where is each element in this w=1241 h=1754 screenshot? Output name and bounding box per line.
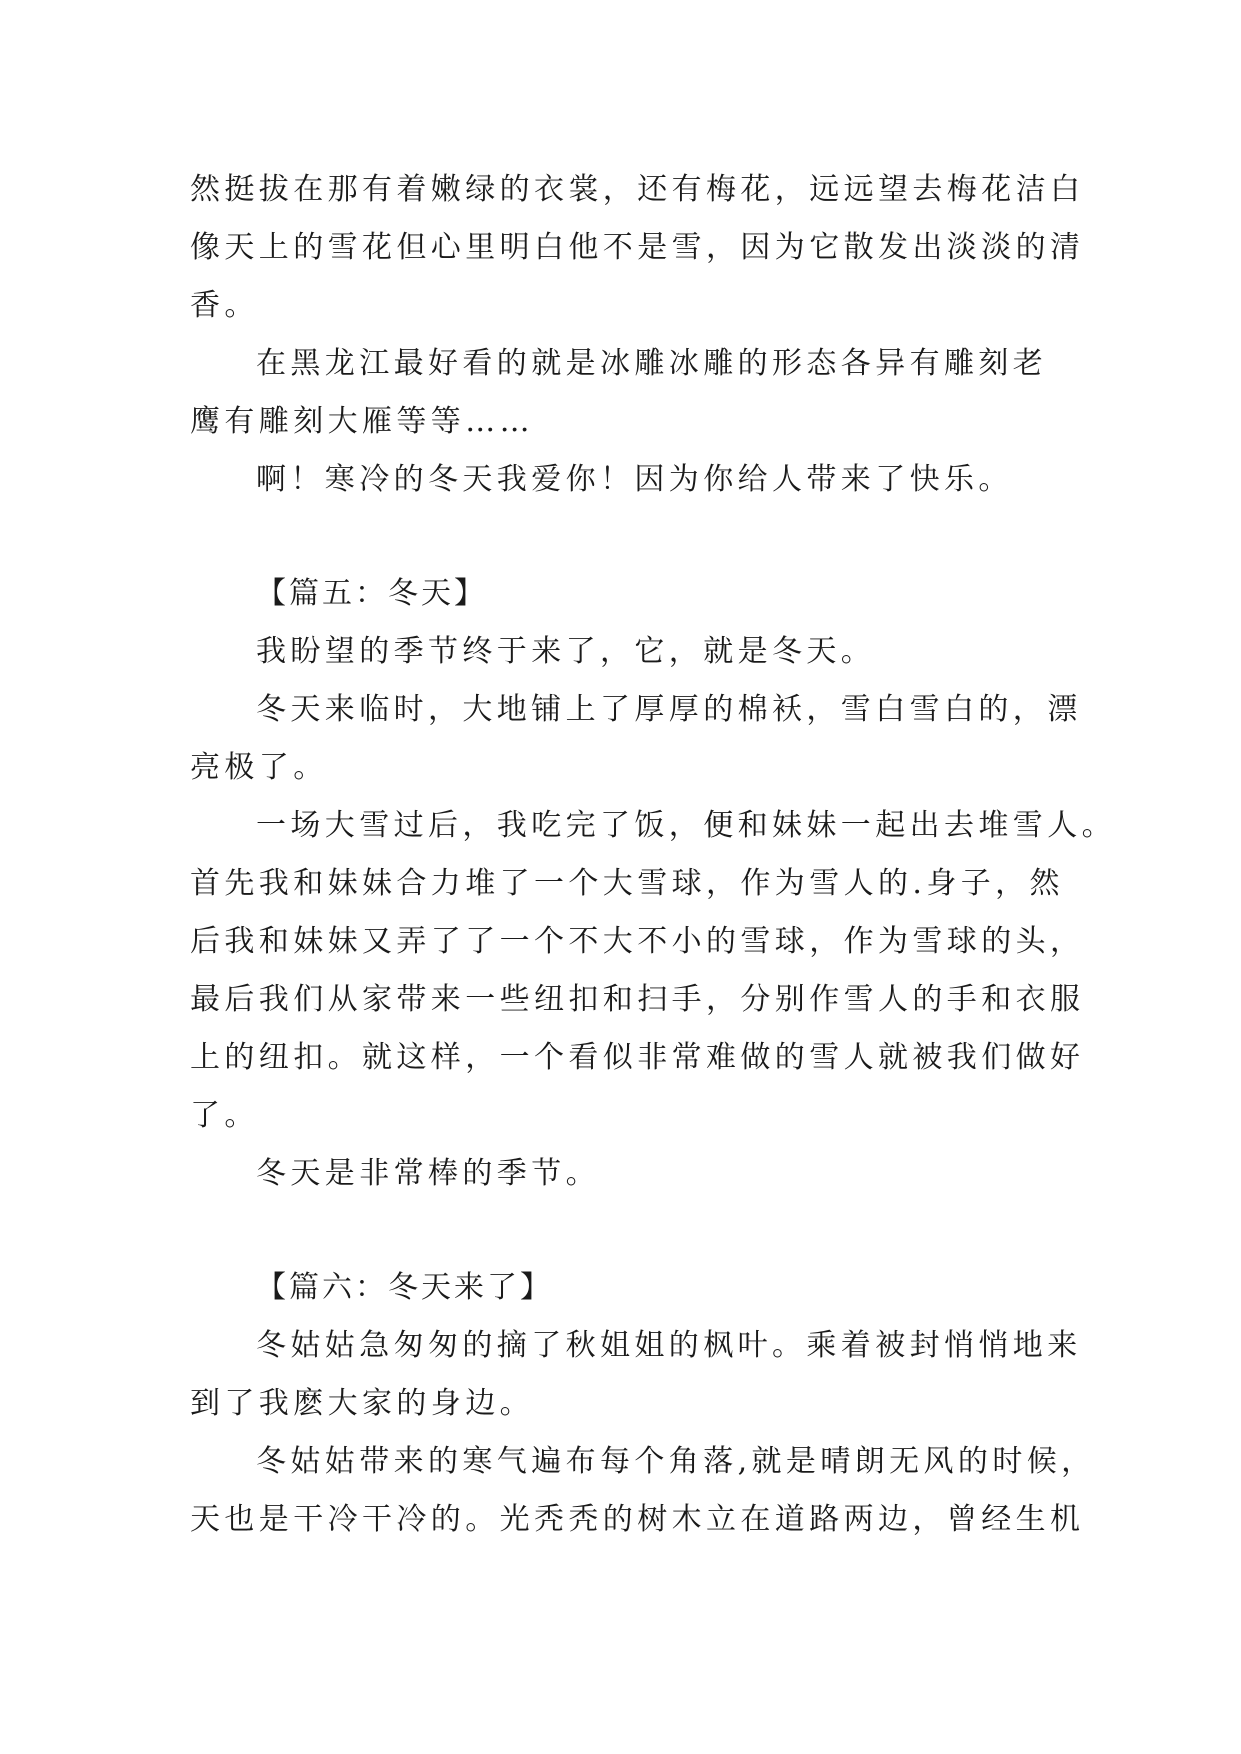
text-line: 最后我们从家带来一些纽扣和扫手，分别作雪人的手和衣服 xyxy=(190,982,1085,1017)
text-line: 啊！寒冷的冬天我爱你！因为你给人带来了快乐。 xyxy=(256,462,1013,497)
text-line: 香。 xyxy=(190,288,259,323)
text-line: 冬天是非常棒的季节。 xyxy=(256,1156,600,1191)
text-line: 首先我和妹妹合力堆了一个大雪球，作为雪人的.身子，然 xyxy=(190,866,1064,901)
section-heading: 【篇五：冬天】 xyxy=(256,576,487,611)
text-line: 冬姑姑急匆匆的摘了秋姐姐的枫叶。乘着被封悄悄地来 xyxy=(256,1328,1082,1363)
text-line: 到了我麽大家的身边。 xyxy=(190,1386,534,1421)
text-line: 了。 xyxy=(190,1098,259,1133)
text-line: 上的纽扣。就这样，一个看似非常难做的雪人就被我们做好 xyxy=(190,1040,1085,1075)
text-line: 然挺拔在那有着嫩绿的衣裳，还有梅花，远远望去梅花洁白 xyxy=(190,172,1085,207)
text-line: 冬姑姑带来的寒气遍布每个角落,就是晴朗无风的时候， xyxy=(256,1444,1096,1479)
text-line: 冬天来临时，大地铺上了厚厚的棉袄，雪白雪白的，漂 xyxy=(256,692,1082,727)
section-heading: 【篇六：冬天来了】 xyxy=(256,1270,553,1305)
text-line: 在黑龙江最好看的就是冰雕冰雕的形态各异有雕刻老 xyxy=(256,346,1048,381)
text-line: 后我和妹妹又弄了了一个不大不小的雪球，作为雪球的头， xyxy=(190,924,1085,959)
text-line: 鹰有雕刻大雁等等…… xyxy=(190,404,534,439)
text-line: 我盼望的季节终于来了，它，就是冬天。 xyxy=(256,634,876,669)
text-line: 亮极了。 xyxy=(190,750,328,785)
text-line: 天也是干冷干冷的。光秃秃的树木立在道路两边，曾经生机 xyxy=(190,1502,1085,1537)
text-line: 一场大雪过后，我吃完了饭，便和妹妹一起出去堆雪人。 xyxy=(256,808,1116,843)
text-line: 像天上的雪花但心里明白他不是雪，因为它散发出淡淡的清 xyxy=(190,230,1085,265)
